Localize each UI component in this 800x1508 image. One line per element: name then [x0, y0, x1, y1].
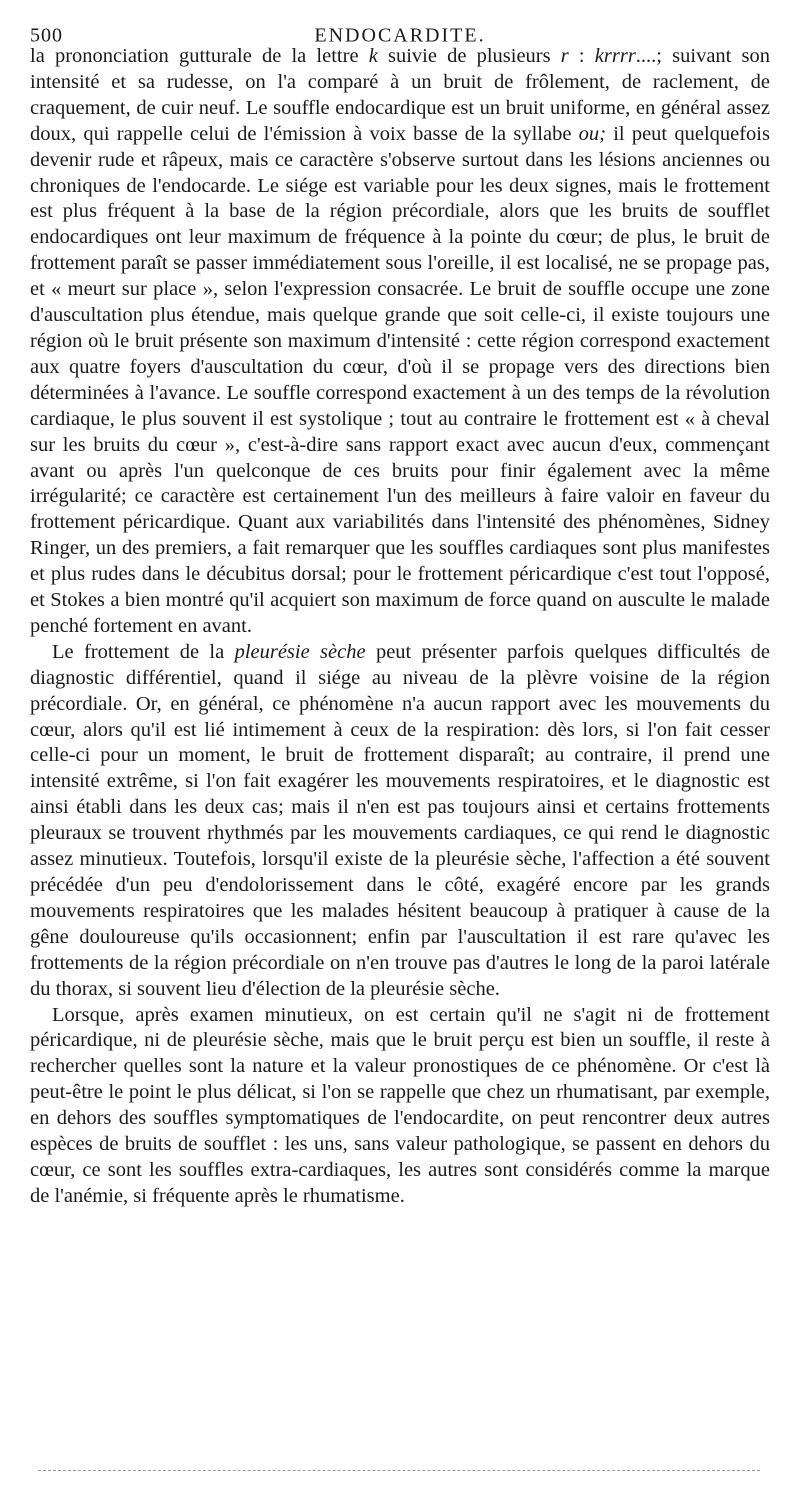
italic-krrrr: krrrr [594, 45, 636, 67]
text-run: il peut quelquefois devenir rude et râpeux, mais ce caractère s'observe surtout dans les lésions anciennes ou chroniques de l'endocarde. Le siége est variable pour les deux signes, mais le frottement est plus fréquent à la base de la région précordiale, alors que les bruits de soufflet endocardiques ont leur maximum de fréquence à la pointe du cœur; de plus, le bruit de frottement paraît se passer immédiatement sous l'oreille, il est localisé, ne se propage pas, et « meurt sur place », selon l'expression consacrée. Le bruit de souffle occupe une zone d'auscultation plus étendue, mais quelque grande que soit celle-ci, il existe toujours une région où le bruit présente son maximum d'intensité : cette région correspond exactement aux quatre foyers d'auscultation du cœur, d'où il se propage vers des directions bien déterminées à l'avance. Le souffle correspond exactement à un des temps de la révolution cardiaque, le plus souvent il est systolique ; tout au contraire le frottement est « à cheval sur les bruits du cœur », c'est-à-dire sans rapport exact avec aucun d'eux, commençant avant ou après l'un quelconque de ces bruits pour finir également avec la même irrégularité; ce caractère est certainement l'un des meilleurs à faire valoir en faveur du frottement péricardique. Quant aux variabilités dans l'intensité des phénomènes, Sidney Ringer, un des premiers, a fait remarquer que les souffles cardiaques sont plus manifestes et plus rudes dans le décubitus dorsal; pour le frottement péricardique c'est tout l'opposé, et Stokes a bien montré qu'il acquiert son maximum de force quand on ausculte le malade penché fortement en avant. [30, 122, 770, 637]
italic-ou: ou; [578, 122, 606, 145]
paragraph-3 [30, 1003, 770, 1210]
text-run: la prononciation gutturale de la lettre [30, 45, 369, 67]
paragraph-2 [30, 640, 770, 1003]
text-run: peut présenter parfois quelques difficultés de diagnostic différentiel, quand il siége au niveau de la plèvre voisine de la région précordiale. Or, en général, ce phénomène n'a aucun rapport avec les mouvements du cœur, alors qu'il est lié intimement à ceux de la respiration: dès lors, si l'on fait cesser celle-ci pour un moment, le bruit de frottement disparaît; au contraire, il prend une intensité extrême, si l'on fait exagérer les mouvements respiratoires, et le diagnostic est ainsi établi dans les deux cas; mais il n'en est pas toujours ainsi et certains frottements pleuraux se trouvent rhythmés par les mouvements cardiaques, ce qui rend le diagnostic assez minutieux. Toutefois, lorsqu'il existe de la pleurésie sèche, l'affection a été souvent précédée d'un peu d'endolorissement dans le côté, exagéré encore par les grands mouvements respiratoires que les malades hésitent beaucoup à pratiquer à cause de la gêne douloureuse qu'ils occasionnent; enfin par l'auscultation il est rare qu'avec les frottements de la région précordiale on n'en trouve pas d'autres le long de la paroi latérale du thorax, si souvent lieu d'élection de la pleurésie sèche. [30, 640, 771, 1000]
page-number: 500 [30, 24, 63, 47]
italic-pleuresie-seche: pleurésie sèche [234, 640, 366, 663]
book-page [30, 0, 770, 1210]
italic-letter-k: k [368, 45, 378, 67]
text-run: Le frottement de la [52, 640, 235, 663]
running-title: ENDOCARDITE. [314, 24, 486, 47]
text-run: suivie de plusieurs [377, 45, 561, 67]
italic-letter-r: r [560, 45, 569, 67]
running-head [30, 0, 770, 47]
text-run: : [568, 45, 595, 67]
body-text [30, 44, 770, 1210]
text-run: Lorsque, après examen minutieux, on est certain qu'il ne s'agit ni de frottement péricardique, ni de pleurésie sèche, mais que le bruit perçu est bien un souffle, il reste à rechercher quelles sont la nature et la valeur pronostiques de ce phénomène. Or c'est là peut-être le point le plus délicat, si l'on se rappelle que chez un rhumatisant, par exemple, en dehors des souffles symptomatiques de l'endocardite, on peut rencontrer deux autres espèces de bruits de soufflet : les uns, sans valeur pathologique, se passent en dehors du cœur, ce sont les souffles extra-cardiaques, les autres sont considérés comme la marque de l'anémie, si fréquente après le rhumatisme. [30, 1003, 770, 1207]
paragraph-1 [30, 44, 770, 640]
footer-divider [38, 1470, 760, 1471]
text-run: ....; suivant son intensité et sa rudesse, on l'a comparé à un bruit de frôlement, de raclement, de craquement, de cuir neuf. Le souffle endocardique est un bruit uniforme, en général assez doux, qui rappelle celui de l'émission à voix basse de la syllabe [30, 45, 770, 145]
